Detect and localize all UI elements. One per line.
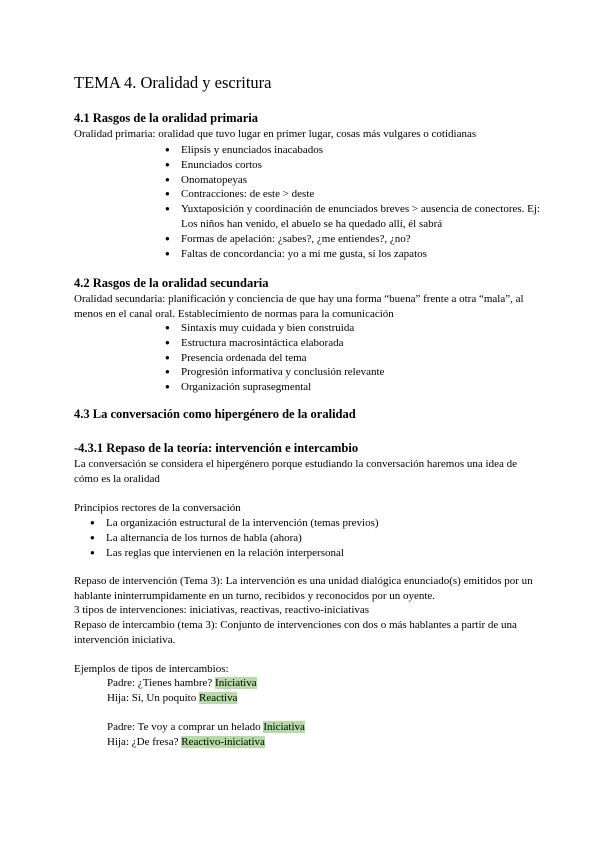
principles-list: [90, 516, 530, 560]
page-title: TEMA 4. Oralidad y escritura: [74, 73, 272, 92]
bullet-list-4-1: [165, 143, 545, 261]
section-heading-4-3: 4.3 La conversación como hipergénero de la oralidad: [74, 407, 356, 421]
list-item: ● Progresión informativa y conclusión relevante: [165, 365, 545, 380]
example-line: [107, 720, 305, 735]
section-heading-4-1: 4.1 Rasgos de la oralidad primaria: [74, 111, 259, 125]
highlight-tag: Reactivo-iniciativa: [181, 736, 265, 748]
example-text: Padre: Te voy a comprar un helado: [107, 721, 264, 733]
list-item: ● La organización estructural de la intervención (temas previos): [90, 516, 530, 531]
highlight-tag: Reactiva: [198, 692, 238, 704]
list-item: ● Organización suprasegmental: [165, 380, 545, 395]
paragraph-intervencion: Repaso de intervención (Tema 3): La intervención es una unidad dialógica enunciado(s) emitidos por un hablante ininterrumpidamente en un turno, recibidos y reconocidos por un oyente.: [74, 575, 533, 602]
list-item: ● Contracciones: de este > deste: [165, 187, 545, 202]
example-line: [107, 735, 265, 750]
subsection-heading-4-3-1: -4.3.1 Repaso de la teoría: intervención e intercambio: [74, 441, 359, 455]
example-text: Hija: Sí, Un poquito: [107, 692, 199, 704]
list-item: ● Enunciados cortos: [165, 158, 545, 173]
section-intro-4-1: Oralidad primaria: oralidad que tuvo lugar en primer lugar, cosas más vulgares o cotidianas: [74, 128, 477, 140]
bullet-list-4-2: [165, 321, 545, 395]
list-item: ● Presencia ordenada del tema: [165, 351, 545, 366]
section-heading-4-2: 4.2 Rasgos de la oralidad secundaria: [74, 276, 269, 290]
example-line: [107, 676, 257, 691]
list-item: ● Las reglas que intervienen en la relación interpersonal: [90, 546, 530, 561]
paragraph-tipos: 3 tipos de intervenciones: iniciativas, reactivas, reactivo-iniciativas: [74, 604, 370, 616]
section-intro-4-3: La conversación se considera el hipergénero porque estudiando la conversación haremos una idea de cómo es la oralidad: [74, 458, 517, 485]
highlight-tag: Iniciativa: [215, 677, 257, 689]
list-item: ● Formas de apelación: ¿sabes?, ¿me entiendes?, ¿no?: [165, 232, 545, 247]
list-item: ● Yuxtaposición y coordinación de enunciados breves > ausencia de conectores. Ej: Los niños han venido, el abuelo se ha quedado allí, él sabrá: [165, 202, 545, 232]
list-item: ● Faltas de concordancia: yo a mí me gusta, sí los zapatos: [165, 247, 545, 262]
example-line: [107, 691, 237, 706]
list-item: ● La alternancia de los turnos de habla (ahora): [90, 531, 530, 546]
example-text: Hija: ¿De fresa?: [107, 736, 182, 748]
highlight-tag: Iniciativa: [263, 721, 305, 733]
list-item: ● Onomatopeyas: [165, 173, 545, 188]
examples-title: Ejemplos de tipos de intercambios:: [74, 663, 229, 675]
list-item: ● Sintaxis muy cuidada y bien construida: [165, 321, 545, 336]
principles-title: Principios rectores de la conversación: [74, 502, 241, 514]
list-item: ● Elipsis y enunciados inacabados: [165, 143, 545, 158]
example-text: Padre: ¿Tienes hambre?: [107, 677, 216, 689]
list-item: ● Estructura macrosintáctica elaborada: [165, 336, 545, 351]
section-intro-4-2: Oralidad secundaria: planificación y conciencia de que hay una forma “buena” frente a otra “mala”, al menos en el canal oral. Establecimiento de normas para la comunicación: [74, 293, 524, 320]
paragraph-intercambio: Repaso de intercambio (tema 3): Conjunto de intervenciones con dos o más hablantes a partir de una intervención iniciativa.: [74, 619, 517, 646]
